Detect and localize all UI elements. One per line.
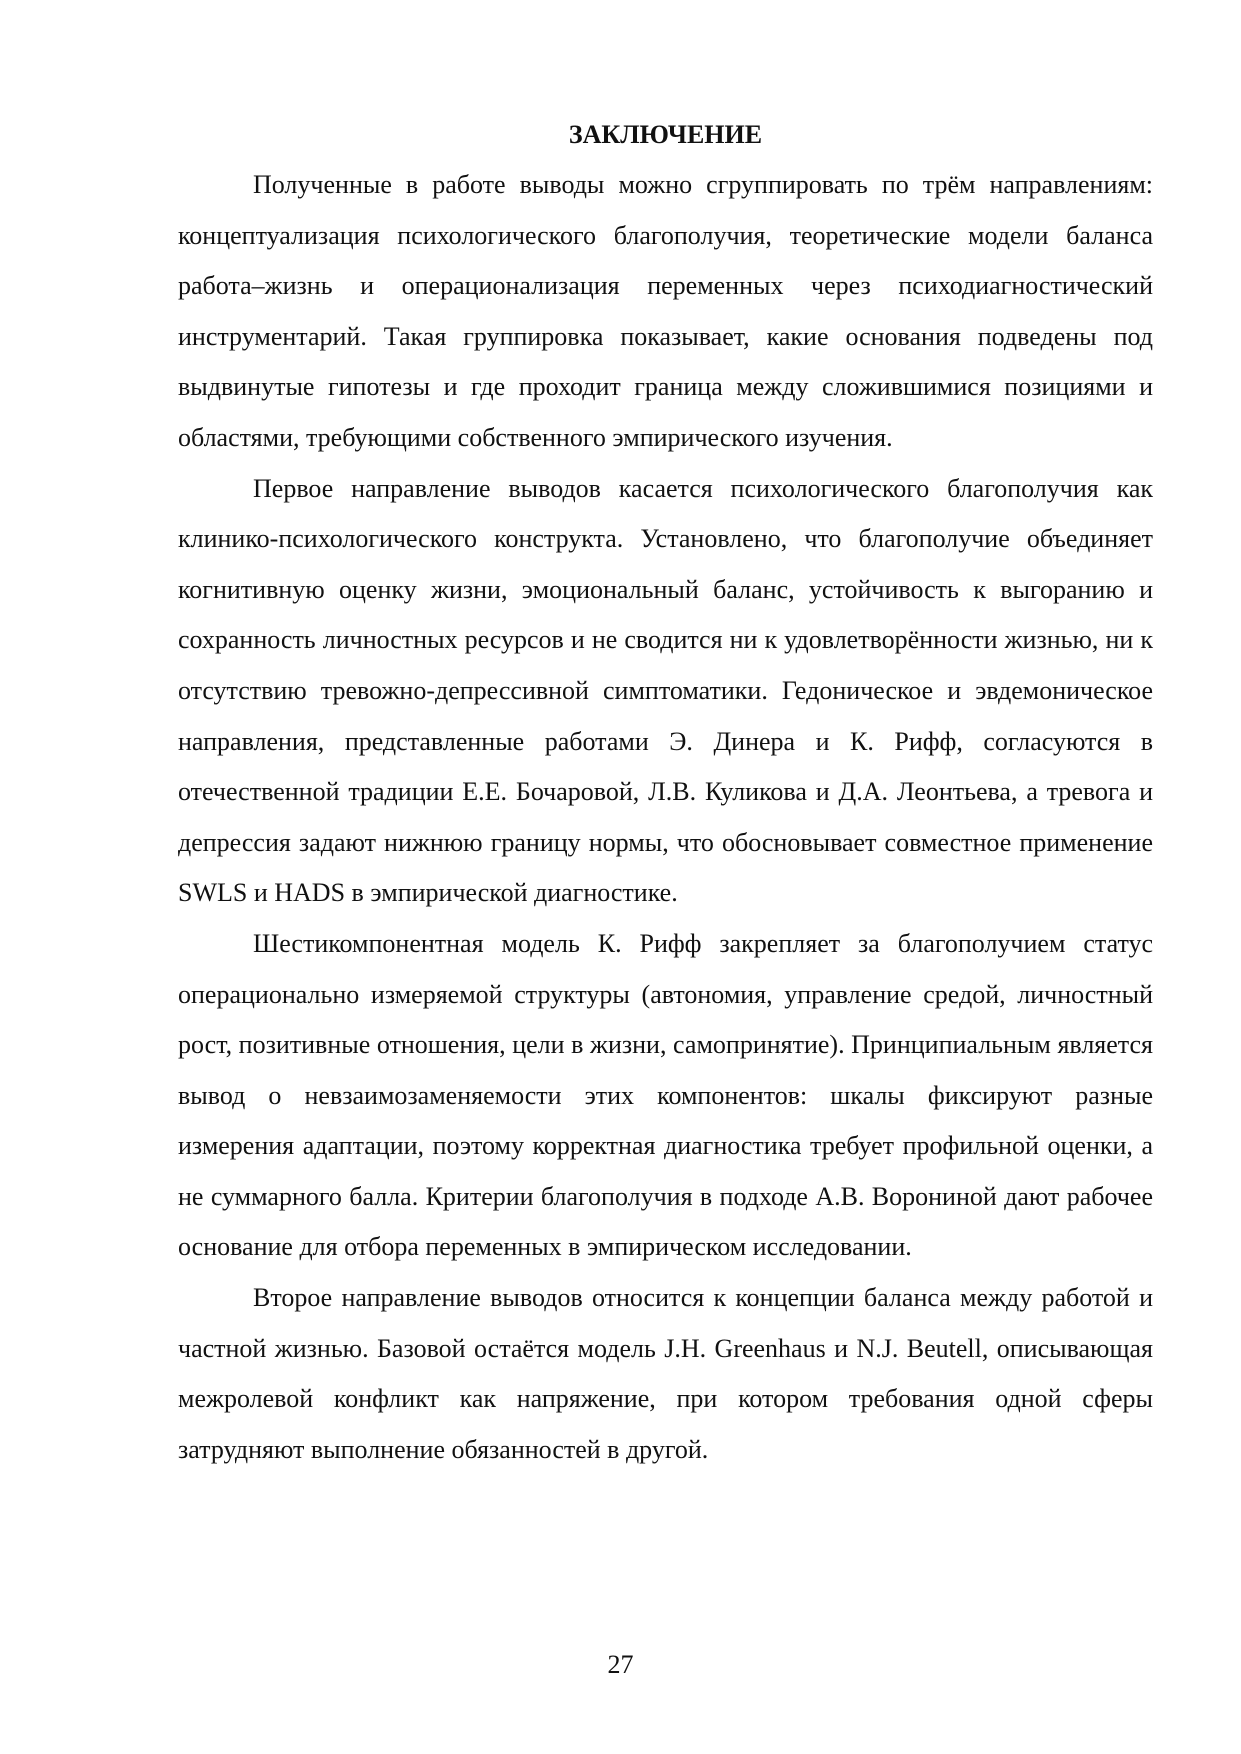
paragraph: Первое направление выводов касается психологического благополучия как клинико-психологического конструкта. Установлено, что благополучие объединяет когнитивную оценку жизни, эмоциональный баланс, устойчивость к выгоранию и сохранность личностных ресурсов и не сводится ни к удовлетворённости жизнью, ни к отсутствию тревожно-депрессивной симптоматики. Гедоническое и эвдемоническое направления, представленные работами Э. Динера и К. Рифф, согласуются в отечественной традиции Е.Е. Бочаровой, Л.В. Куликова и Д.А. Леонтьева, а тревога и депрессия задают нижнюю границу нормы, что обосновывает совместное применение SWLS и HADS в эмпирической диагностике. xyxy=(178,473,1153,908)
body-text xyxy=(178,160,1153,1475)
paragraph: Второе направление выводов относится к концепции баланса между работой и частной жизнью. Базовой остаётся модель J.H. Greenhaus и N.J. Beutell, описывающая межролевой конфликт как напряжение, при котором требования одной сферы затрудняют выполнение обязанностей в другой. xyxy=(178,1283,1153,1464)
paragraph: Шестикомпонентная модель К. Рифф закрепляет за благополучием статус операционально измеряемой структуры (автономия, управление средой, личностный рост, позитивные отношения, цели в жизни, самопринятие). Принципиальным является вывод о невзаимозаменяемости этих компонентов: шкалы фиксируют разные измерения адаптации, поэтому корректная диагностика требует профильной оценки, а не суммарного балла. Критерии благополучия в подходе А.В. Ворониной дают рабочее основание для отбора переменных в эмпирическом исследовании. xyxy=(178,928,1153,1262)
page-number: 27 xyxy=(607,1650,634,1679)
section-heading: ЗАКЛЮЧЕНИЕ xyxy=(568,120,763,149)
paragraph: Полученные в работе выводы можно сгруппировать по трём направлениям: концептуализация психологического благополучия, теоретические модели баланса работа–жизнь и операционализация переменных через психодиагностический инструментарий. Такая группировка показывает, какие основания подведены под выдвинутые гипотезы и где проходит граница между сложившимися позициями и областями, требующими собственного эмпирического изучения. xyxy=(178,170,1153,452)
